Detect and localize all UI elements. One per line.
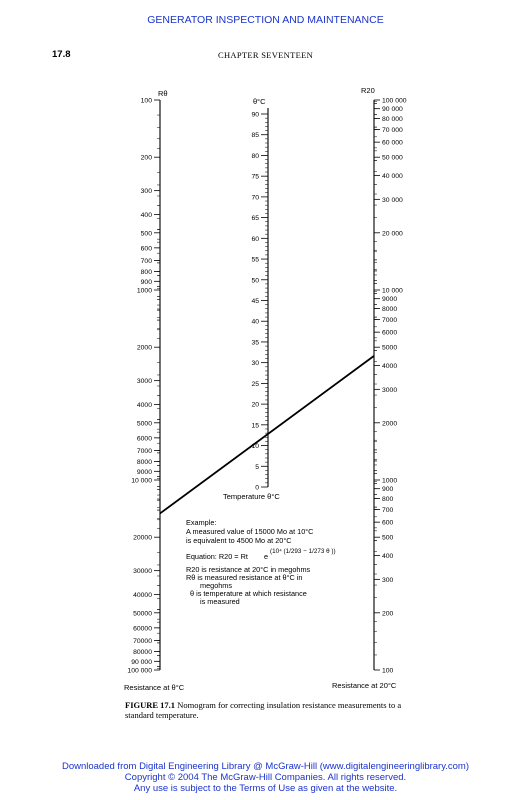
middle-tick-label: 25 — [251, 380, 259, 388]
definition-theta-2: is measured — [200, 597, 240, 606]
middle-tick-label: 5 — [255, 463, 259, 471]
right-tick-label: 900 — [382, 486, 394, 494]
right-tick-label: 200 — [382, 610, 394, 618]
right-tick-label: 300 — [382, 576, 394, 584]
left-tick-label: 8000 — [136, 459, 152, 467]
example-correction-line — [160, 356, 374, 514]
left-tick-label: 9000 — [136, 468, 152, 476]
definition-r20: R20 is resistance at 20°C in megohms — [186, 565, 311, 574]
left-axis-top-label: Rθ — [158, 89, 168, 98]
left-tick-label: 100 000 — [127, 667, 152, 675]
example-line-1: A measured value of 15000 Mo at 10°C — [186, 527, 314, 536]
left-axis-r-theta — [127, 98, 160, 675]
footer-line-1: Downloaded from Digital Engineering Library @ McGraw-Hill (www.digitalengineeringlibrary.com) — [61, 761, 470, 772]
equation-exponent: (10⁴ (1/293 − 1/273 θ )) — [270, 548, 336, 555]
left-tick-label: 400 — [140, 211, 152, 219]
right-tick-label: 10 000 — [382, 287, 403, 295]
definition-r-theta-1: Rθ is measured resistance at θ°C in — [186, 573, 303, 582]
right-tick-label: 30 000 — [382, 196, 403, 204]
middle-tick-label: 70 — [251, 194, 259, 202]
middle-tick-label: 55 — [251, 256, 259, 264]
left-tick-label: 3000 — [136, 378, 152, 386]
right-tick-label: 7000 — [382, 316, 398, 324]
right-axis-top-label: R20 — [361, 86, 375, 95]
middle-tick-label: 85 — [251, 132, 259, 140]
left-tick-label: 40000 — [133, 591, 152, 599]
middle-tick-label: 40 — [251, 318, 259, 326]
right-tick-label: 40 000 — [382, 173, 403, 181]
right-tick-label: 60 000 — [382, 139, 403, 147]
left-tick-label: 1000 — [136, 287, 152, 295]
figure-label: FIGURE 17.1 — [125, 700, 176, 710]
left-tick-label: 60000 — [133, 625, 152, 633]
equation-e: e — [264, 552, 269, 561]
left-tick-label: 7000 — [136, 448, 152, 456]
right-tick-label: 400 — [382, 553, 394, 561]
footer-notice — [0, 761, 531, 794]
middle-tick-label: 50 — [251, 277, 259, 285]
middle-tick-label: 35 — [251, 339, 259, 347]
right-tick-label: 700 — [382, 506, 394, 514]
right-tick-label: 500 — [382, 534, 394, 542]
right-tick-label: 3000 — [382, 386, 398, 394]
definition-r-theta-2: megohms — [200, 581, 233, 590]
left-tick-label: 200 — [140, 154, 152, 162]
left-tick-label: 2000 — [136, 344, 152, 352]
left-tick-label: 80000 — [133, 649, 152, 657]
left-tick-label: 50000 — [133, 610, 152, 618]
right-tick-label: 6000 — [382, 329, 398, 337]
middle-tick-label: 75 — [251, 173, 259, 181]
left-axis-bottom-label: Resistance at θ°C — [124, 683, 185, 692]
middle-tick-label: 10 — [251, 443, 259, 451]
left-tick-label: 600 — [140, 245, 152, 253]
middle-axis-bottom-label: Temperature θ°C — [223, 492, 280, 501]
middle-axis-top-label: θ°C — [253, 97, 266, 106]
left-tick-label: 500 — [140, 230, 152, 238]
left-tick-label: 300 — [140, 188, 152, 196]
right-axis-r20 — [374, 98, 407, 675]
footer-line-2: Copyright © 2004 The McGraw-Hill Companies. All rights reserved. — [124, 772, 407, 783]
left-tick-label: 70000 — [133, 638, 152, 646]
left-tick-label: 100 — [140, 97, 152, 105]
left-tick-label: 30000 — [133, 568, 152, 576]
left-tick-label: 5000 — [136, 420, 152, 428]
right-tick-label: 80 000 — [382, 115, 403, 123]
figure-caption-text: Nomogram for correcting insulation resistance measurements to a standard temperature. — [125, 700, 402, 720]
middle-axis-temperature — [251, 108, 268, 492]
middle-tick-label: 45 — [251, 298, 259, 305]
top-banner: GENERATOR INSPECTION AND MAINTENANCE — [147, 14, 384, 26]
right-tick-label: 100 000 — [382, 97, 407, 105]
middle-tick-label: 60 — [251, 235, 259, 243]
left-tick-label: 700 — [140, 258, 152, 266]
example-line — [160, 356, 374, 514]
right-tick-label: 5000 — [382, 344, 398, 352]
right-tick-label: 90 000 — [382, 106, 403, 114]
right-tick-label: 70 000 — [382, 126, 403, 134]
left-tick-label: 10 000 — [131, 477, 152, 485]
left-tick-label: 900 — [140, 278, 152, 286]
example-title: Example: — [186, 518, 217, 527]
figure-caption — [125, 700, 425, 720]
definition-theta-1: θ is temperature at which resistance — [190, 589, 307, 598]
middle-tick-label: 65 — [251, 215, 259, 223]
footer-line-3: Any use is subject to the Terms of Use as given at the website. — [133, 783, 398, 794]
left-tick-label: 800 — [140, 269, 152, 277]
equation-label: Equation: R20 = Rt — [186, 552, 248, 561]
middle-tick-label: 80 — [251, 152, 259, 160]
left-tick-label: 4000 — [136, 401, 152, 409]
right-tick-label: 600 — [382, 519, 394, 527]
example-line-2: is equivalent to 4500 Mo at 20°C — [186, 536, 292, 545]
middle-tick-label: 15 — [251, 422, 259, 430]
right-tick-label: 9000 — [382, 296, 398, 304]
chapter-title: CHAPTER SEVENTEEN — [217, 50, 314, 60]
right-tick-label: 50 000 — [382, 154, 403, 162]
right-tick-label: 800 — [382, 495, 394, 503]
left-tick-label: 90 000 — [131, 658, 152, 666]
left-tick-label: 20000 — [133, 534, 152, 542]
right-tick-label: 20 000 — [382, 230, 403, 238]
example-notes — [186, 518, 336, 606]
right-tick-label: 4000 — [382, 363, 398, 371]
right-tick-label: 8000 — [382, 305, 398, 313]
right-tick-label: 2000 — [382, 420, 398, 428]
middle-tick-label: 20 — [251, 401, 259, 409]
middle-tick-label: 90 — [251, 111, 259, 119]
right-tick-label: 100 — [382, 667, 394, 675]
right-tick-label: 1000 — [382, 477, 398, 485]
middle-tick-label: 30 — [251, 360, 259, 368]
left-tick-label: 6000 — [136, 435, 152, 443]
middle-tick-label: 0 — [255, 484, 259, 492]
right-axis-bottom-label: Resistance at 20°C — [332, 681, 397, 690]
page-number: 17.8 — [52, 49, 71, 60]
